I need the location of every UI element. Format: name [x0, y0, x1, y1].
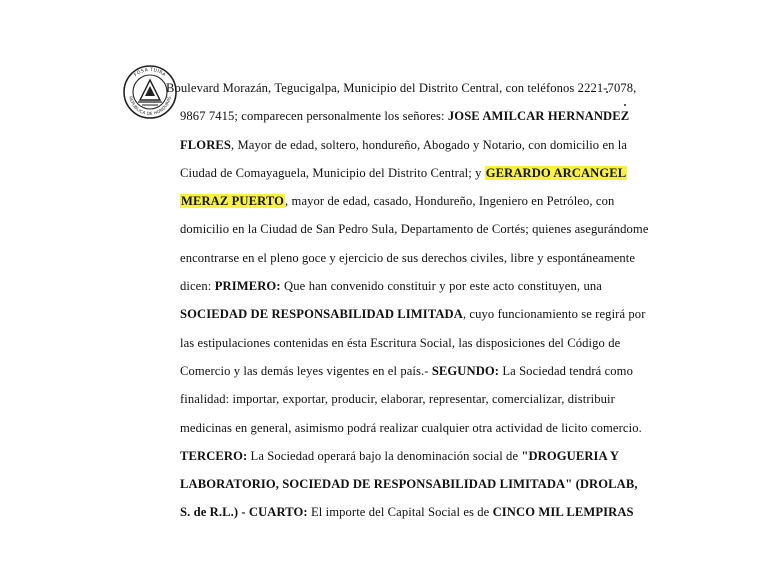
text-line	[180, 159, 627, 187]
line-text: domicilio en la Ciudad de San Pedro Sula, Departamento de Cortés; quienes asegurándome	[180, 222, 649, 237]
line-text: La Sociedad operará bajo la denominación social de	[247, 448, 522, 463]
text-line	[180, 272, 602, 300]
seal-bottom-text: REPUBLICA DE HONDURAS	[128, 95, 172, 117]
bold-text: FLORES	[180, 137, 231, 152]
line-text: El importe del Capital Social es de	[307, 505, 493, 520]
bold-text: CUARTO:	[248, 505, 308, 520]
text-line	[180, 300, 646, 328]
bold-text: JOSE AMILCAR HERNANDEZ	[447, 109, 630, 124]
text-line	[180, 329, 621, 357]
text-line	[180, 102, 630, 130]
line-text: , cuyo funcionamiento se regirá por	[462, 307, 646, 322]
bold-text: S. de R.L.) -	[180, 505, 246, 520]
line-text: las estipulaciones contenidas en ésta Escritura Social, las disposiciones del Código de	[180, 335, 621, 350]
line-text: medicinas en general, asimismo podrá realizar cualquier otra actividad de licito comercio.	[180, 420, 642, 435]
highlighted-name: GERARDO ARCANGEL	[485, 165, 627, 180]
bold-text: SEGUNDO:	[431, 363, 500, 378]
line-text: Boulevard Morazán, Tegucigalpa, Municipio del Distrito Central, con teléfonos 2221-7078,	[166, 81, 637, 95]
line-text: , Mayor de edad, soltero, hondureño, Abogado y Notario, con domicilio en la	[231, 137, 628, 152]
text-line	[180, 131, 628, 159]
text-line	[180, 414, 642, 442]
text-line	[180, 244, 636, 272]
text-line	[180, 357, 633, 385]
highlighted-name: MERAZ PUERTO	[181, 194, 285, 209]
text-line	[180, 385, 615, 413]
text-line	[180, 442, 620, 470]
text-line	[180, 215, 649, 243]
text-line	[166, 74, 637, 102]
line-text: Comercio y las demás leyes vigentes en el país.-	[180, 363, 432, 378]
text-line	[180, 498, 634, 526]
line-text: , mayor de edad, casado, Hondureño, Ingeniero en Petróleo, con	[285, 194, 615, 209]
line-text: Ciudad de Comayaguela, Municipio del Distrito Central; y	[180, 165, 485, 180]
line-text: Que han convenido constituir y por este acto constituyen, una	[280, 279, 602, 294]
seal-top-text: FOSA TUIRA	[133, 67, 167, 79]
bold-text: TERCERO:	[180, 448, 248, 463]
line-text: encontrarse en el pleno goce y ejercicio de sus derechos civiles, libre y espontáneamente	[180, 250, 636, 265]
scan-speck	[624, 104, 626, 106]
bold-text: SOCIEDAD DE RESPONSABILIDAD LIMITADA	[180, 307, 463, 322]
line-text: finalidad: importar, exportar, producir, elaborar, representar, comercializar, distribuir	[180, 392, 615, 407]
bold-text: CINCO MIL LEMPIRAS	[492, 505, 634, 520]
text-line	[180, 470, 638, 498]
line-text: La Sociedad tendrá como	[499, 363, 633, 378]
line-text: dicen:	[180, 279, 215, 294]
bold-text: "DROGUERIA Y	[521, 448, 620, 463]
deed-paragraph	[166, 74, 649, 527]
bold-text: PRIMERO:	[214, 279, 281, 294]
line-text: 9867 7415; comparecen personalmente los señores:	[180, 109, 448, 124]
bold-text: LABORATORIO, SOCIEDAD DE RESPONSABILIDAD LIMITADA" (DROLAB,	[180, 477, 638, 492]
text-line	[180, 187, 615, 215]
